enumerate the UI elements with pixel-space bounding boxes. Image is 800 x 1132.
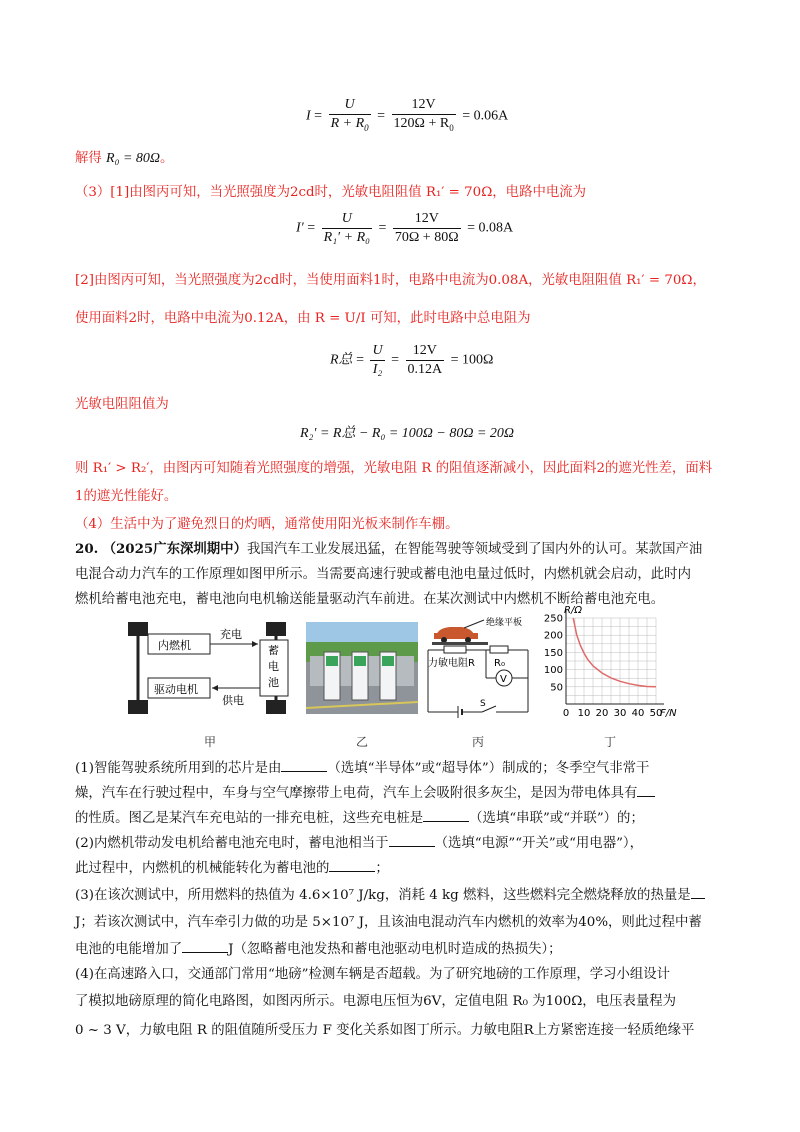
answer-blank[interactable] — [423, 807, 469, 822]
formula-total-resistance: R总 = $\frac{U}{\text{I₂}}$ = $\frac{12V}{0.12A}$ = 100Ω — [330, 343, 494, 377]
part3-line-1: （3）[1]由图丙可知，当光照强度为2cd时，光敏电阻阻值 R₁′ = 70Ω，电路中电流为 — [75, 185, 587, 200]
y-tick-label: 200 — [543, 630, 563, 642]
fixed-resistor — [490, 646, 508, 653]
battery-label-bot: 池 — [268, 676, 279, 689]
chart-ticks — [544, 614, 662, 720]
svg-text:驱动电机: 驱动电机 — [154, 683, 198, 696]
fraction: $\frac{U}{R + R_0}$ — [329, 96, 371, 137]
figure-bing-caption: 丙 — [472, 735, 485, 749]
part3-line-4a: 则 R₁′ > R₂′，由图丙可知随着光照强度的增强，光敏电阻 R 的阻值逐渐减小，因此面料2的遮光性差，面料 — [75, 461, 713, 476]
denominator: $120\Omega + R_0$ — [393, 116, 454, 133]
battery-label-mid: 电 — [268, 660, 279, 673]
wheel-icon — [266, 700, 286, 714]
svg-text:充电: 充电 — [220, 628, 242, 641]
x-tick-label: 30 — [613, 708, 627, 719]
denominator: $R + R_0$ — [330, 116, 369, 133]
y-tick-label: 150 — [543, 647, 563, 659]
svg-text:V: V — [500, 674, 507, 685]
svg-text:力敏电阻R: 力敏电阻R — [428, 658, 475, 669]
question-20-line-2: 电混合动力汽车的工作原理如图甲所示。当需要高速行驶或蓄电池电量过低时，内燃机就会启动，此时内 — [75, 567, 691, 582]
question-source: （2025广东深圳期中） — [102, 541, 247, 557]
y-tick-label: 100 — [543, 665, 563, 677]
answer-blank[interactable] — [389, 832, 435, 847]
y-tick-label: 50 — [550, 682, 563, 694]
figure-jia-caption: 甲 — [204, 735, 217, 749]
svg-text:内燃机: 内燃机 — [158, 639, 191, 652]
sub2-line-2: 此过程中，内燃机的机械能转化为蓄电池的 ； — [75, 856, 725, 881]
sub2-line-1: (2)内燃机带动发电机给蓄电池充电时，蓄电池相当于 （选填“电源”“开关”或“用电器”）， — [75, 831, 725, 856]
question-20-line-1: 20. （2025广东深圳期中）我国汽车工业发展迅猛，在智能驾驶等领域受到了国内外的认可。某款国产油 — [75, 541, 703, 557]
fraction: $\frac{U}{\text{I₂}}$ — [372, 343, 383, 377]
insulating-plate — [432, 642, 488, 645]
part3-line-2a: [2]由图丙可知，当光照强度为2cd时，当使用面料1时，电路中电流为0.08A，光敏电阻阻值 R₁′ = 70Ω， — [75, 273, 706, 288]
chart-grid — [566, 618, 656, 704]
formula-photoresistor: R₂′ = R总 − R₀ = 100Ω − 80Ω = 20Ω — [300, 426, 515, 441]
answer-blank[interactable] — [281, 757, 327, 772]
part3-line-3: 光敏电阻阻值为 — [75, 397, 169, 412]
arrow-right-icon — [252, 641, 258, 647]
answer-blank[interactable] — [637, 782, 655, 797]
formula-lhs: I — [306, 108, 311, 124]
wheel-icon — [128, 622, 148, 636]
question-20-line-3: 燃机给蓄电池充电，蓄电池向电机输送能量驱动汽车前进。在某次测试中内燃机不断给蓄电池充电。 — [75, 592, 665, 607]
formula-current-2: I′ = $\frac{U}{\text{R₁′ + R₀}}$ = $\frac{12V}{70\Omega + 80\Omega}$ = 0.08A — [296, 211, 514, 245]
wheel-icon — [266, 622, 286, 636]
sub1-line-3: 的性质。图乙是某汽车充电站的一排充电桩，这些充电桩是 （选填“串联”或“并联”）的； — [75, 806, 725, 831]
svg-text:R₀: R₀ — [494, 658, 505, 669]
solve-line: 解得 R₀ = 80Ω。 — [75, 151, 174, 166]
fraction: $\frac{12V}{0.12A}$ — [407, 343, 443, 377]
formula-result: = 0.06A — [462, 108, 509, 124]
part3-line-4b: 1的遮光性能好。 — [75, 489, 178, 504]
figure-jia-diagram — [118, 618, 298, 718]
figure-ding-chart — [536, 604, 686, 730]
battery-label-top: 蓄 — [268, 644, 279, 657]
charging-station-photo — [306, 622, 418, 714]
figure-bing-circuit — [424, 616, 534, 720]
answer-blank[interactable] — [691, 884, 705, 899]
sub3-line-3: 电池的电能增加了 J（忽略蓄电池发热和蓄电池驱动电机时造成的热损失）； — [75, 937, 725, 962]
car-icon — [434, 627, 478, 643]
arrow-left-icon — [212, 685, 218, 691]
sub3-line-2: J；若该次测试中，汽车牵引力做的功是 5×10⁷ J，且该油电混动汽车内燃机的效率为40%，则此过程中蓄 — [75, 915, 702, 930]
chart-ylabel: R/Ω — [564, 605, 582, 616]
x-tick-label: 50 — [649, 708, 663, 719]
figure-yi-caption: 乙 — [356, 735, 369, 749]
answer-blank[interactable] — [329, 857, 375, 872]
force-resistor — [444, 646, 466, 653]
question-number: 20. — [75, 541, 99, 557]
part4-line: （4）生活中为了避免烈日的灼晒，通常使用阳光板来制作车棚。 — [75, 517, 459, 532]
x-tick-label: 40 — [631, 708, 645, 719]
sub3-line-1: (3)在该次测试中，所用燃料的热值为 4.6×10⁷ J/kg，消耗 4 kg 燃料，这些燃料完全燃烧释放的热量是 — [75, 883, 725, 908]
sub1-line-2: 燥，汽车在行驶过程中，车身与空气摩擦带上电荷，汽车上会吸附很多灰尘，是因为带电体具有 — [75, 781, 725, 806]
svg-text:S: S — [480, 699, 486, 709]
part3-line-2b: 使用面料2时，电路中电流为0.12A，由 R = U/I 可知，此时电路中总电阻为 — [75, 311, 531, 326]
x-tick-label: 0 — [562, 708, 570, 719]
formula-current-1: I = $\frac{U}{R + R_0}$ = $\frac{12V}{120\Omega + R_0}$ = 0.06A — [306, 96, 508, 137]
answer-blank[interactable] — [182, 938, 228, 953]
svg-text:供电: 供电 — [222, 694, 244, 707]
sub4-line-2: 了模拟地磅原理的简化电路图，如图丙所示。电源电压恒为6V，定值电阻 R₀ 为100Ω，电压表量程为 — [75, 994, 677, 1009]
fraction: $\frac{12V}{120\Omega + R_0}$ — [392, 96, 456, 137]
figure-ding-caption: 丁 — [604, 735, 617, 749]
fraction: $\frac{12V}{70\Omega + 80\Omega}$ — [394, 211, 459, 245]
sub4-line-1: (4)在高速路入口，交通部门常用“地磅”检测车辆是否超载。为了研究地磅的工作原理，学习小组设计 — [75, 967, 671, 982]
sub4-line-3: 0 ~ 3 V，力敏电阻 R 的阻值随所受压力 F 变化关系如图丁所示。力敏电阻R上方紧密连接一轻质绝缘平 — [75, 1023, 695, 1038]
y-tick-label: 250 — [543, 613, 563, 625]
wheel-icon — [128, 700, 148, 714]
chart-xlabel: F/N — [660, 708, 677, 719]
fraction: $\frac{U}{\text{R₁′ + R₀}}$ — [323, 211, 370, 245]
chart-axes — [566, 610, 664, 704]
x-tick-label: 20 — [595, 708, 609, 719]
svg-text:绝缘平板: 绝缘平板 — [486, 618, 523, 628]
sub1-line-1: (1)智能驾驶系统所用到的芯片是由 （选填“半导体”或“超导体”）制成的；冬季空气非常干 — [75, 756, 725, 781]
x-tick-label: 10 — [577, 708, 591, 719]
